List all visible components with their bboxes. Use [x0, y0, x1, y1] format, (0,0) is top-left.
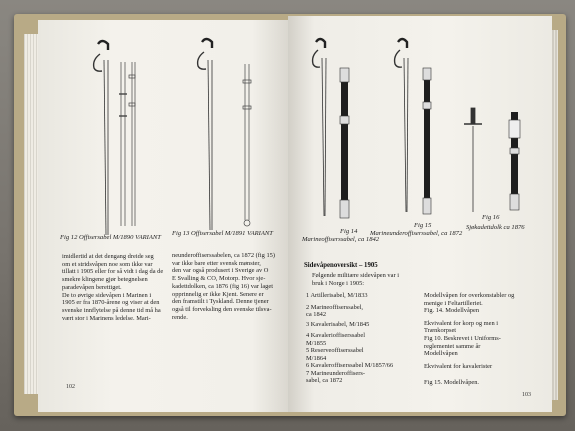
- list-item: M/1864: [306, 354, 327, 362]
- remark-line: Fig 15. Modellvåpen.: [424, 379, 480, 387]
- page-number-right: 103: [522, 392, 531, 398]
- weapon-remarks: [424, 292, 514, 387]
- section-intro: [312, 272, 399, 287]
- list-item: 3 Kavalerisabel, M/1845: [306, 320, 370, 328]
- page-number-left: 102: [66, 384, 75, 390]
- remark-line: reglementet samme år: [424, 342, 481, 350]
- text-line: kadettdolken, ca 1876 (fig 16) var laget: [172, 282, 273, 290]
- fig13-scabbard: [243, 64, 251, 226]
- text-line: også til forveksling den svenske tilsva-: [172, 305, 272, 313]
- text-line: rende.: [172, 313, 188, 321]
- caption-fig15-number: Fig 15: [414, 222, 432, 229]
- text-line: paradevåpen berettiget.: [62, 283, 122, 291]
- section-heading: Sidevåpenoversikt – 1905: [304, 262, 378, 269]
- list-item: ca 1842: [306, 311, 327, 318]
- text-line: De to øvrige sidevåpen i Marinen i: [62, 291, 152, 299]
- caption-fig14-number: Fig 14: [340, 228, 358, 235]
- fig12-sword: [94, 41, 108, 235]
- text-line: vært stor i Marinens ledelse. Mari-: [62, 314, 151, 322]
- caption-fig16-title: Sjøkadettdolk ca 1876: [466, 224, 525, 231]
- remark-line: Modellvåpen: [424, 350, 458, 358]
- caption-fig15-title: Marineunderoffiserssabel, ca 1872: [370, 230, 463, 237]
- caption-fig16-number: Fig 16: [482, 214, 500, 221]
- fig15-sword: [395, 39, 408, 212]
- text-line: neunderoffiserssabelen, ca 1872 (fig 15): [172, 252, 275, 259]
- text-line: imidlertid at det dengang dreide seg: [62, 253, 154, 260]
- list-item: 1 Artillerisabel, M/1833: [306, 292, 368, 299]
- fig14-sword: [313, 39, 326, 216]
- fig12-scabbard2: [129, 62, 135, 226]
- list-item: 7 Marineunderoffisers-: [306, 369, 365, 377]
- caption-fig14-title: Marineoffiserssabel, ca 1842: [302, 236, 380, 243]
- text-line: E Svalling & CO, Motorp. Hvor sje-: [172, 275, 266, 283]
- text-line: 1905 er fra 1870-årene og viser at den: [62, 299, 160, 307]
- caption-fig12: Fig 12 Offisersabel M/1890 VARIANT: [60, 234, 161, 241]
- list-item: 2 Marineoffiserssabel,: [306, 303, 364, 311]
- left-text-column-1: [62, 253, 166, 322]
- fig12-scabbard: [119, 62, 127, 226]
- fig13-sword: [198, 39, 212, 230]
- text-line: opprinnelig er ikke Kjent. Senere er: [172, 290, 264, 298]
- text-line: tillatt i 1905 eller for så vidt i dag da de: [62, 268, 164, 276]
- fig14-scabbard: [340, 68, 349, 218]
- text-line: om et stridsvåpen noe som ikke var: [62, 260, 153, 268]
- remark-line: Fig. 14. Modellvåpen: [424, 307, 480, 315]
- remark-line: Fig 10. Beskrevet i Uniforms-: [424, 334, 501, 342]
- list-item: M/1855: [306, 339, 327, 347]
- text-line: smekre klingene gjør betegnelsen: [62, 276, 148, 284]
- remark-line: Ekvivalent for kavalerister: [424, 362, 493, 370]
- list-item: 6 Kavaleroffiserssabel M/1857/66: [306, 362, 394, 369]
- text-line: bruk i Norge i 1905:: [312, 279, 365, 287]
- text-line: den framstilt i Tyskland. Denne tjener: [172, 298, 269, 306]
- list-item: 4 Kavalerioffiserssabel: [306, 332, 365, 339]
- sword-illustrations-left: [38, 20, 290, 412]
- fig15-scabbard: [423, 68, 431, 214]
- weapon-list: [306, 292, 393, 385]
- left-text-column-2: [172, 252, 280, 321]
- text-line: Følgende militære sidevåpen var i: [312, 272, 399, 279]
- text-line: var ikke bare etter svensk mønster,: [172, 259, 261, 267]
- text-line: svenske innflytelse på denne tid må ha: [62, 306, 161, 314]
- remark-line: Ekvivalent for korp og men i: [424, 319, 499, 327]
- remark-line: menige i Feltartilleriet.: [424, 299, 483, 307]
- fig16-scabbard: [509, 112, 520, 210]
- list-item: 5 Reserveoffiserssabel: [306, 347, 364, 354]
- text-line: den var også produsert i Sverige av O: [172, 267, 269, 275]
- remark-line: Modellvåpen for overkonstabler og: [424, 292, 515, 299]
- remark-line: [424, 370, 514, 379]
- remark-line: Trænkorpset: [424, 327, 457, 335]
- caption-fig13: Fig 13 Offisersabel M/1891 VARIANT: [172, 230, 273, 237]
- fig16-dagger: [464, 108, 482, 212]
- list-item: sabel, ca 1872: [306, 377, 343, 384]
- left-page: [38, 20, 290, 412]
- right-page: [288, 16, 552, 412]
